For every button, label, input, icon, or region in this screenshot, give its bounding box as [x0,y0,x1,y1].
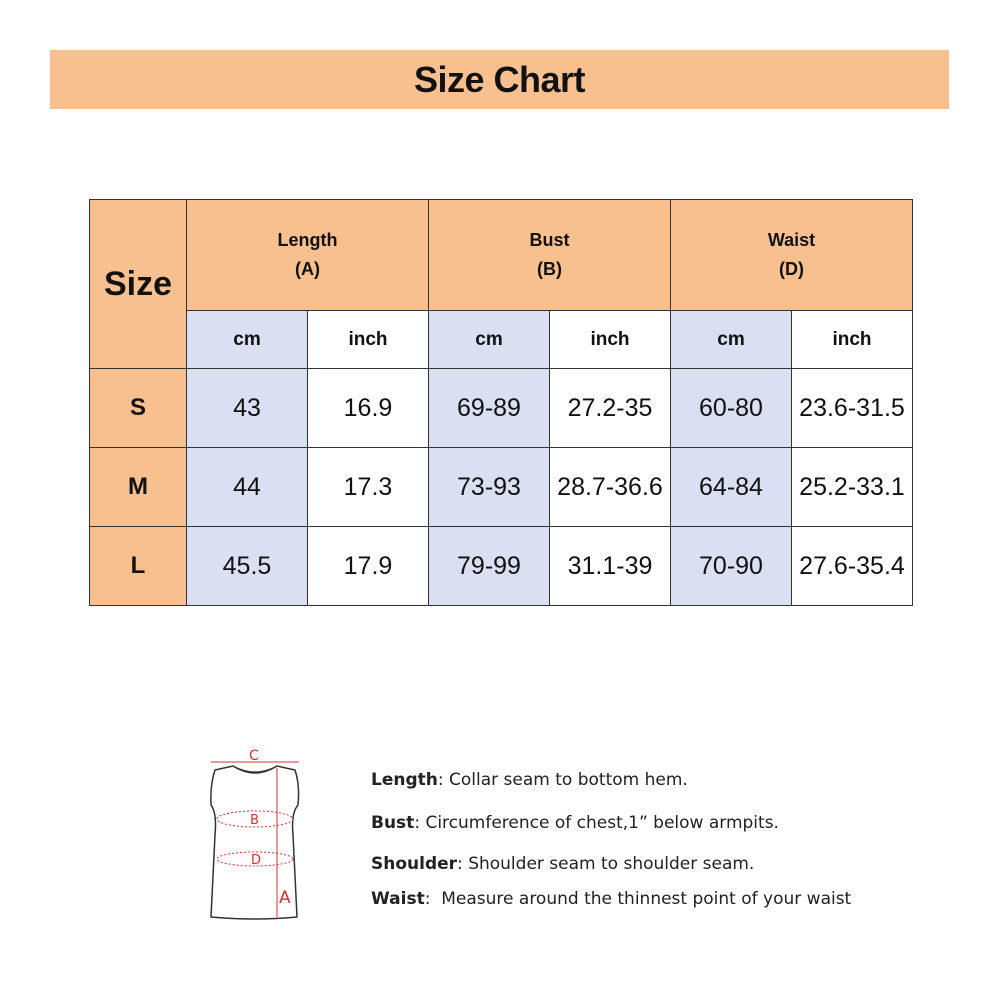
legend-separator: : [437,770,450,790]
unit-header-row [90,311,913,369]
table-row [90,369,913,448]
legend-text: Circumference of chest,1” below armpits. [425,813,779,833]
group-code: (B) [537,259,562,279]
unit-header: cm [187,311,308,369]
tank-top-diagram [205,745,305,925]
legend-term: Length [371,770,438,790]
table-cell: 16.9 [308,369,429,448]
unit-header: cm [429,311,550,369]
table-row [90,527,913,606]
table-cell: 73-93 [429,448,550,527]
size-column-header: Size [90,200,187,369]
row-size-label: L [90,527,187,606]
group-name: Length [277,230,338,250]
table-cell: 44 [187,448,308,527]
table-cell: 79-99 [429,527,550,606]
legend-term: Bust [371,813,415,833]
legend-text: Shoulder seam to shoulder seam. [468,854,755,874]
legend-separator: : [414,813,426,833]
legend-term: Waist [371,889,425,909]
table-cell: 28.7-36.6 [550,448,671,527]
table-cell: 27.2-35 [550,369,671,448]
page-title: Size Chart [413,58,586,100]
label-a: A [279,888,291,908]
length-group-header [187,200,429,311]
unit-header: inch [550,311,671,369]
group-code: (D) [779,259,804,279]
table-cell: 70-90 [671,527,792,606]
legend-term: Shoulder [371,854,458,874]
legend-item-waist [371,889,851,909]
table-cell: 27.6-35.4 [792,527,913,606]
legend-item-bust [371,813,779,833]
legend-item-shoulder [371,854,754,874]
table-cell: 25.2-33.1 [792,448,913,527]
row-size-label: S [90,369,187,448]
title-bar [50,50,949,109]
table-cell: 17.9 [308,527,429,606]
table-row [90,448,913,527]
bust-group-header [429,200,671,311]
legend-text: Measure around the thinnest point of your waist [441,889,852,909]
table-cell: 17.3 [308,448,429,527]
unit-header: cm [671,311,792,369]
table-cell: 45.5 [187,527,308,606]
label-c: C [249,748,259,764]
legend-text: Collar seam to bottom hem. [449,770,688,790]
legend-separator: : [424,889,442,909]
row-size-label: M [90,448,187,527]
table-cell: 64-84 [671,448,792,527]
table-cell: 69-89 [429,369,550,448]
size-table [89,199,913,606]
table-cell: 43 [187,369,308,448]
label-d: D [251,853,262,868]
legend-separator: : [457,854,469,874]
table-cell: 31.1-39 [550,527,671,606]
unit-header: inch [792,311,913,369]
table-cell: 60-80 [671,369,792,448]
unit-header: inch [308,311,429,369]
table-header-row [90,200,913,311]
waist-group-header [671,200,913,311]
label-b: B [250,813,259,828]
group-code: (A) [295,259,320,279]
legend-item-length [371,770,688,790]
group-name: Bust [529,230,570,250]
group-name: Waist [767,230,816,250]
table-cell: 23.6-31.5 [792,369,913,448]
